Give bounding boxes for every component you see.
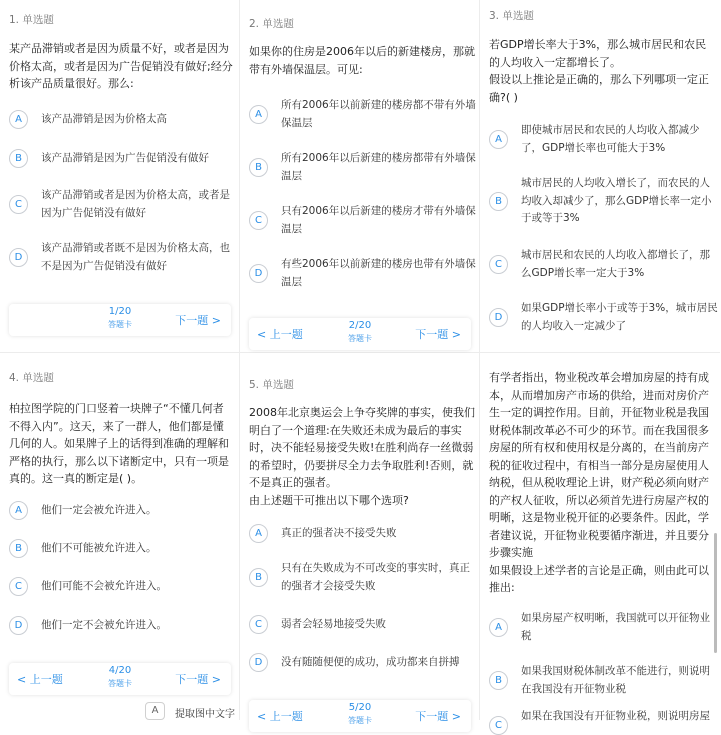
question-panel-2 — [240, 0, 479, 352]
stem-line: 若GDP增长率大于3%，那么城市居民和农民 — [489, 38, 707, 51]
prev-question-button[interactable]: < 上一题 — [257, 710, 303, 723]
prev-question-button[interactable]: < 上一题 — [17, 673, 63, 686]
option-text — [521, 175, 721, 228]
option-line: 弱者会轻易地接受失败 — [281, 618, 386, 630]
option-text — [41, 240, 237, 275]
question-number: 5. 单选题 — [249, 379, 294, 391]
pager-bar — [249, 700, 471, 732]
stem-line: 有学者指出，物业税改革会增加房屋的持有成 — [489, 371, 709, 384]
stem-line: 明晰，这是物业税开征的必要条件。因此，学 — [489, 511, 709, 524]
option-c-bubble[interactable]: C — [9, 195, 28, 214]
option-line: 如果房屋产权明晰，我国就可以开征物业 — [521, 612, 710, 624]
option-text — [41, 578, 237, 596]
option-line: 他们一定不会被允许进入。 — [41, 619, 167, 631]
option-line: 因为广告促销没有做好 — [41, 206, 146, 219]
option-line: 所有2006年以前新建的楼房都不带有外墙 — [281, 99, 476, 111]
option-line: 该产品滞销或者是因为价格太高，或者是 — [41, 189, 230, 201]
option-line: 了，GDP增长率也可能大于3% — [521, 141, 666, 154]
option-text — [281, 150, 477, 185]
stem-line: 的产权人征收，所以必须首先进行房屋产权的 — [489, 493, 709, 507]
option-text — [521, 610, 717, 645]
option-b-bubble[interactable]: B — [249, 568, 268, 587]
option-line: 温层 — [281, 275, 302, 288]
option-line: 他们一定会被允许进入。 — [41, 504, 157, 516]
option-line: 温层 — [281, 222, 302, 235]
question-panel-5 — [240, 353, 479, 725]
option-text — [521, 122, 721, 157]
option-line: 即使城市居民和农民的人均收入都减少 — [521, 124, 700, 136]
option-line: 在我国没有开征物业税 — [521, 682, 626, 695]
option-d-bubble[interactable]: D — [249, 264, 268, 283]
answer-card-link[interactable]: 答题卡 — [348, 716, 372, 725]
option-text — [41, 111, 237, 129]
question-number: 4. 单选题 — [9, 372, 54, 384]
option-text — [281, 525, 477, 543]
option-a-bubble[interactable]: A — [9, 110, 28, 129]
option-line: 如果在我国没有开征物业税，则说明房屋 — [521, 710, 710, 722]
next-question-button[interactable]: 下一题 > — [175, 673, 221, 686]
option-text — [281, 97, 477, 132]
option-d-bubble[interactable]: D — [9, 616, 28, 635]
scrollbar-thumb[interactable] — [714, 533, 717, 653]
option-a-bubble[interactable]: A — [489, 130, 508, 149]
question-stem — [249, 43, 477, 78]
answer-card-link[interactable]: 答题卡 — [108, 679, 132, 688]
stem-line: 假设以上推论是正确的，那么下列哪项一定正 — [489, 73, 709, 86]
stem-line: 如果你的住房是2006年以后的新建楼房，那就 — [249, 45, 475, 58]
option-line: 该产品滞销是因为价格太高 — [41, 113, 167, 125]
extract-text-label[interactable]: 提取图中文字 — [175, 709, 235, 720]
option-line: 均收入却减少了，那么GDP增长率一定小 — [521, 194, 712, 207]
stem-line: 柏拉图学院的门口竖着一块牌子“不懂几何者 — [9, 402, 224, 415]
stem-line: 确?( ) — [489, 90, 518, 104]
stem-line: 价格太高，或者是因为广告促销没有做好;经分 — [9, 59, 233, 73]
stem-line: 本，从而增加房产市场的供给，进而对房价产 — [489, 388, 709, 402]
option-line: 的人均收入一定减少了 — [521, 319, 626, 332]
pager-bar — [9, 304, 231, 336]
page-indicator[interactable]: 4/20 — [108, 665, 132, 676]
option-b-bubble[interactable]: B — [9, 539, 28, 558]
option-d-bubble[interactable]: D — [9, 248, 28, 267]
option-text — [41, 502, 237, 520]
extract-text-button[interactable] — [145, 702, 245, 720]
stem-line: 税的征收过程中，有相当一部分是房屋使用人 — [489, 458, 709, 472]
stem-line: 纳税，但从税收理论上讲，财产税必须向财产 — [489, 476, 709, 489]
option-line: 该产品滞销或者既不是因为价格太高，也 — [41, 242, 230, 254]
question-stem — [249, 404, 477, 509]
option-d-bubble[interactable]: D — [249, 653, 268, 672]
option-line: 没有随随便便的成功，成功都来自拼搏 — [281, 656, 460, 668]
stem-line: 的希望时，仍要拼尽全力去争取胜利!否则，就 — [249, 458, 474, 472]
stem-line: 带有外墙保温层。可见: — [249, 62, 363, 76]
pager-bar — [9, 663, 231, 695]
option-line: 真正的强者决不接受失败 — [281, 527, 397, 539]
option-line: 如果GDP增长率小于或等于3%，城市居民 — [521, 302, 718, 314]
option-line: 该产品滞销是因为广告促销没有做好 — [41, 152, 209, 164]
option-line: 他们不可能被允许进入。 — [41, 542, 157, 554]
option-d-bubble[interactable]: D — [489, 308, 508, 327]
question-stem — [9, 40, 237, 93]
option-line: 么GDP增长率一定大于3% — [521, 266, 645, 279]
option-c-bubble[interactable]: C — [249, 211, 268, 230]
option-line: 的强者才会接受失败 — [281, 579, 376, 592]
option-text — [281, 560, 477, 595]
option-line: 如果我国财税体制改革不能进行，则说明 — [521, 665, 710, 677]
answer-card-link[interactable]: 答题卡 — [108, 320, 132, 329]
option-line: 保温层 — [281, 116, 313, 129]
option-c-bubble[interactable]: C — [489, 255, 508, 274]
option-text — [521, 300, 721, 335]
option-line: 温层 — [281, 169, 302, 182]
page-indicator[interactable]: 5/20 — [348, 702, 372, 713]
next-question-button[interactable]: 下一题 > — [415, 328, 461, 341]
question-panel-3 — [480, 0, 720, 352]
option-line: 有些2006年以前新建的楼房也带有外墙保 — [281, 258, 476, 270]
pager-bar — [249, 318, 471, 350]
option-line: 不是因为广告促销没有做好 — [41, 259, 167, 272]
option-text — [41, 540, 237, 558]
stem-line: 步骤实施 — [489, 546, 533, 559]
option-b-bubble[interactable]: B — [489, 671, 508, 690]
option-line: 只有在失败成为不可改变的事实时，真正 — [281, 562, 470, 574]
stem-line: 几何的人。如果牌子上的话得到准确的理解和 — [9, 437, 229, 450]
option-line: 只有2006年以后新建的楼房才带有外墙保 — [281, 205, 476, 217]
option-line: 城市居民的人均收入增长了，而农民的人 — [521, 177, 710, 189]
option-b-bubble[interactable]: B — [249, 158, 268, 177]
stem-line: 生一定的调控作用。目前，开征物业税是我国 — [489, 406, 709, 419]
option-a-bubble[interactable]: A — [249, 105, 268, 124]
text-recognition-icon[interactable]: A — [145, 702, 165, 720]
option-line: 城市居民和农民的人均收入都增长了，那 — [521, 249, 710, 261]
stem-line: 如果假设上述学者的言论是正确，则由此可以 — [489, 563, 709, 577]
option-a-bubble[interactable]: A — [9, 501, 28, 520]
question-stem — [9, 400, 237, 488]
next-question-button[interactable]: 下一题 > — [415, 710, 461, 723]
page-indicator[interactable]: 2/20 — [348, 320, 372, 331]
prev-question-button[interactable]: < 上一题 — [257, 328, 303, 341]
question-stem — [489, 36, 717, 106]
stem-line: 财税体制改革必不可少的环节。而在我国很多 — [489, 423, 709, 437]
option-text — [41, 150, 237, 168]
stem-line: 不是真正的强者。 — [249, 476, 337, 489]
option-line: 税 — [521, 629, 532, 642]
option-a-bubble[interactable]: A — [489, 618, 508, 637]
stem-line: 真的。这一真的断定是( )。 — [9, 472, 143, 485]
option-line: 所有2006年以后新建的楼房都带有外墙保 — [281, 152, 476, 164]
option-line: 于或等于3% — [521, 212, 580, 224]
stem-line: 推出: — [489, 581, 515, 594]
stem-line: 的人均收入一定都增长了。 — [489, 55, 621, 69]
question-panel-1 — [0, 0, 239, 352]
next-question-button[interactable]: 下一题 > — [175, 314, 221, 327]
question-number: 2. 单选题 — [249, 18, 294, 30]
answer-card-link[interactable]: 答题卡 — [348, 334, 372, 343]
stem-line: 明白了一个道理:在失败还未成为最后的事实 — [249, 423, 462, 437]
question-panel-6 — [480, 353, 720, 731]
option-text — [41, 617, 237, 635]
option-c-bubble[interactable]: C — [249, 615, 268, 634]
page-indicator[interactable]: 1/20 — [108, 306, 132, 317]
stem-line: 者建议说，开征物业税要循序渐进，并且要分 — [489, 528, 709, 542]
stem-line: 严格的执行，那么以下诸断定中，只有一项是 — [9, 454, 229, 468]
stem-line: 某产品滞销或者是因为质量不好，或者是因为 — [9, 42, 229, 55]
option-text — [41, 187, 237, 222]
stem-line: 房屋的所有权和使用权是分离的，在当前房产 — [489, 441, 709, 454]
option-text — [281, 256, 477, 291]
option-text — [281, 203, 477, 238]
option-text — [521, 708, 717, 726]
option-text — [521, 247, 721, 282]
option-line: 他们可能不会被允许进入。 — [41, 580, 167, 592]
question-number: 3. 单选题 — [489, 10, 534, 22]
option-c-bubble[interactable]: C — [489, 716, 508, 735]
option-a-bubble[interactable]: A — [249, 524, 268, 543]
stem-line: 由上述题干可推出以下哪个选项? — [249, 493, 409, 507]
stem-line: 2008年北京奥运会上争夺奖牌的事实，使我们 — [249, 406, 475, 419]
question-panel-4 — [0, 353, 239, 698]
option-b-bubble[interactable]: B — [9, 149, 28, 168]
option-c-bubble[interactable]: C — [9, 577, 28, 596]
option-text — [281, 616, 477, 634]
stem-line: 不得入内”。这天，来了一群人，他们都是懂 — [9, 419, 224, 433]
stem-line: 时，决不能轻易接受失败!在胜利尚存一丝微弱 — [249, 441, 474, 454]
option-b-bubble[interactable]: B — [489, 192, 508, 211]
option-text — [521, 663, 717, 698]
question-stem — [489, 369, 717, 597]
option-text — [281, 654, 477, 672]
question-number: 1. 单选题 — [9, 14, 54, 26]
stem-line: 析该产品质量很好。那么: — [9, 77, 134, 90]
